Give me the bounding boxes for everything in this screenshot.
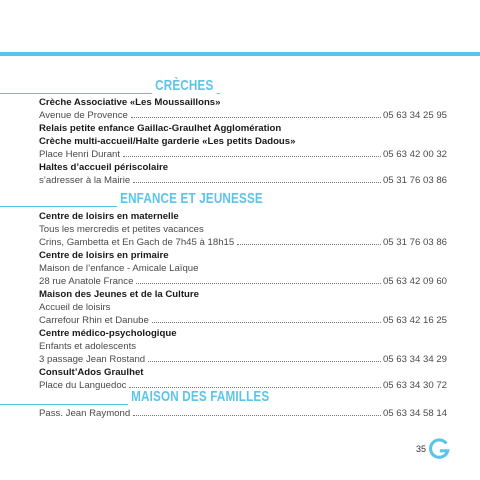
creches-row-0 <box>39 96 447 109</box>
g-logo-icon <box>428 438 450 460</box>
row-text: Relais petite enfance Gaillac-Graulhet Agglomération <box>39 123 282 134</box>
enfance-row-12 <box>39 366 447 379</box>
row-text: Centre de loisirs en maternelle <box>39 211 179 222</box>
page-number: 35 <box>416 444 427 454</box>
row-text: Pass. Jean Raymond <box>39 408 131 419</box>
section-title-enfance <box>0 186 480 208</box>
dot-leader <box>133 414 381 416</box>
dot-leader <box>152 321 381 323</box>
creches-row-2 <box>39 122 447 135</box>
phone-number: 05 63 42 00 32 <box>382 149 447 160</box>
phone-number: 05 31 76 03 86 <box>382 175 447 186</box>
section-heading: MAISON DES FAMILLES <box>128 388 272 406</box>
row-text: Tous les mercredis et petites vacances <box>39 224 204 235</box>
phone-number: 05 63 34 25 95 <box>382 110 447 121</box>
section-title-familles <box>0 384 480 406</box>
section-heading: ENFANCE ET JEUNESSE <box>117 190 266 208</box>
familles-row-0 <box>39 407 447 420</box>
row-text: Place Henri Durant <box>39 149 121 160</box>
enfance-row-11 <box>39 353 447 366</box>
row-text: Centre de loisirs en primaire <box>39 250 169 261</box>
creches-row-1 <box>39 109 447 122</box>
creches-row-4 <box>39 148 447 161</box>
phone-number: 05 63 34 34 29 <box>382 354 447 365</box>
row-text: Crèche Associative «Les Moussaillons» <box>39 97 221 108</box>
row-text: s’adresser à la Mairie <box>39 175 131 186</box>
enfance-row-3 <box>39 249 447 262</box>
phone-number: 05 63 34 58 14 <box>382 408 447 419</box>
dot-leader <box>136 282 381 284</box>
row-text: 3 passage Jean Rostand <box>39 354 146 365</box>
row-text: 28 rue Anatole France <box>39 276 134 287</box>
enfance-row-9 <box>39 327 447 340</box>
enfance-row-0 <box>39 210 447 223</box>
enfance-row-6 <box>39 288 447 301</box>
row-text: Haltes d’accueil périscolaire <box>39 162 169 173</box>
phone-number: 05 63 42 16 25 <box>382 315 447 326</box>
enfance-row-4 <box>39 262 447 275</box>
enfance-row-1 <box>39 223 447 236</box>
row-text: Maison des Jeunes et de la Culture <box>39 289 199 300</box>
enfance-row-10 <box>39 340 447 353</box>
top-accent-bar <box>0 52 480 56</box>
dot-leader <box>237 243 381 245</box>
dot-leader <box>133 181 381 183</box>
row-text: Place du Languedoc <box>39 380 127 391</box>
phone-number: 05 63 42 09 60 <box>382 276 447 287</box>
dot-leader <box>131 116 381 118</box>
phone-number: 05 31 76 03 86 <box>382 237 447 248</box>
enfance-row-8 <box>39 314 447 327</box>
row-text: Crins, Gambetta et En Gach de 7h45 à 18h15 <box>39 237 235 248</box>
row-text: Centre médico-psychologique <box>39 328 177 339</box>
enfance-row-5 <box>39 275 447 288</box>
row-text: Accueil de loisirs <box>39 302 111 313</box>
row-text: Crèche multi-accueil/Halte garderie «Les petits Dadous» <box>39 136 296 147</box>
section-title-creches <box>0 73 480 95</box>
dot-leader <box>148 360 381 362</box>
row-text: Maison de l’enfance - Amicale Laïque <box>39 263 199 274</box>
creches-row-3 <box>39 135 447 148</box>
row-text: Consult’Ados Graulhet <box>39 367 144 378</box>
phone-number: 05 63 34 30 72 <box>382 380 447 391</box>
enfance-row-7 <box>39 301 447 314</box>
row-text: Avenue de Provence <box>39 110 128 121</box>
creches-row-5 <box>39 161 447 174</box>
row-text: Enfants et adolescents <box>39 341 137 352</box>
row-text: Carrefour Rhin et Danube <box>39 315 149 326</box>
section-heading: CRÈCHES <box>152 77 217 95</box>
dot-leader <box>123 155 381 157</box>
enfance-row-2 <box>39 236 447 249</box>
